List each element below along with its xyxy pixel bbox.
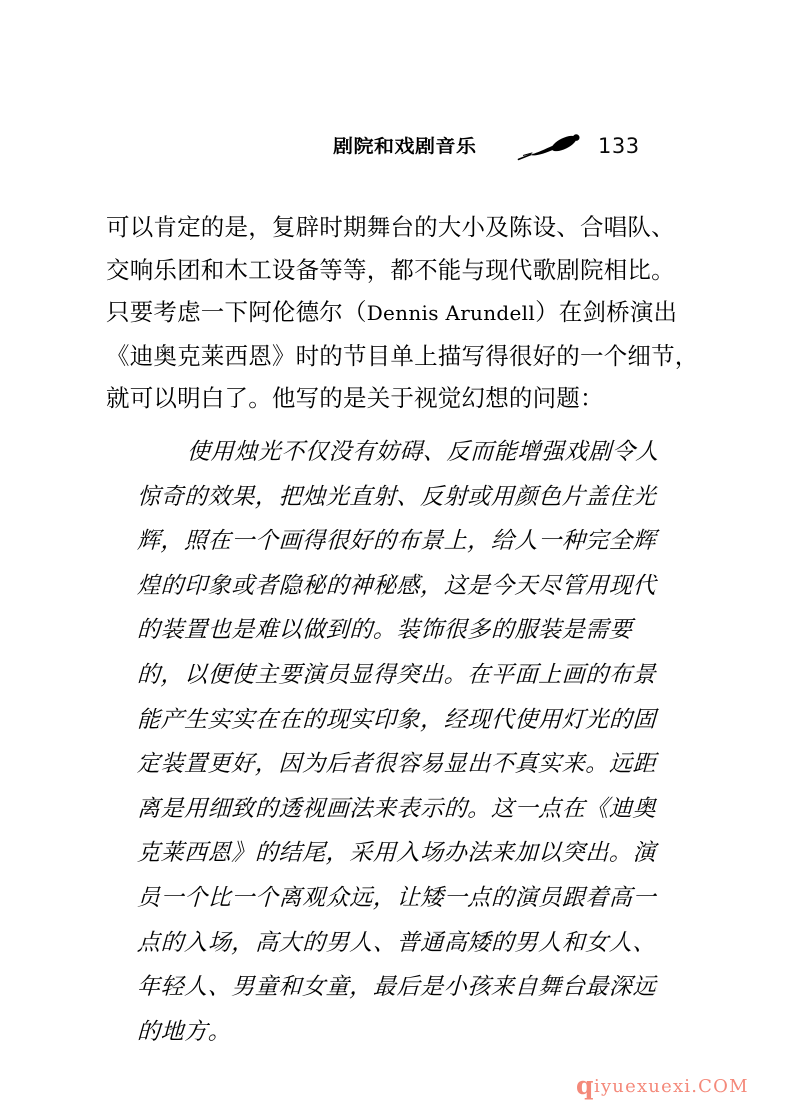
body-text-line xyxy=(106,291,678,335)
running-head-title: 剧院和戏剧音乐 xyxy=(333,134,477,158)
quote-text-line: 使用烛光不仅没有妨碍、反而能增强戏剧令人 xyxy=(186,439,660,465)
quote-text-line: 的地方。 xyxy=(136,1018,232,1045)
quote-text-line: 离是用细致的透视画法来表示的。这一点在《迪奥 xyxy=(136,795,657,822)
body-text-segment: ）在剑桥演出 xyxy=(535,298,678,326)
watermark-lead-letter: q xyxy=(576,1071,594,1100)
quote-text-line: 员一个比一个离观众远，让矮一点的演员跟着高一 xyxy=(136,884,657,911)
quote-text-line: 点的入场，高大的男人、普通高矮的男人和女人、 xyxy=(136,929,657,956)
body-text-segment: 只要考虑一下阿伦德尔（ xyxy=(106,298,367,326)
page-number: 133 xyxy=(598,134,640,158)
quote-text-line: 年轻人、男童和女童，最后是小孩来自舞台最深远 xyxy=(136,974,657,1001)
body-paragraph xyxy=(106,206,699,420)
leaf-flourish-icon xyxy=(508,134,584,162)
quote-text-line: 煌的印象或者隐秘的神秘感，这是今天尽管用现代 xyxy=(136,572,657,599)
running-head xyxy=(0,126,794,166)
quote-text-line: 辉，照在一个画得很好的布景上，给人一种完全辉 xyxy=(136,528,657,555)
watermark-text: iyuexuexi.COM xyxy=(593,1076,749,1097)
quote-text-line: 克莱西恩》的结尾，采用入场办法来加以突出。演 xyxy=(136,840,657,867)
body-text-line: 就可以明白了。他写的是关于视觉幻想的问题： xyxy=(106,384,604,412)
body-text-line: 《迪奥克莱西恩》时的节目单上描写得很好的一个细节， xyxy=(106,341,699,370)
quote-text-line: 惊奇的效果，把烛光直射、反射或用颜色片盖住光 xyxy=(136,483,657,510)
block-quotation xyxy=(137,430,682,1054)
quote-text-line: 定装置更好，因为后者很容易显出不真实来。远距 xyxy=(136,751,657,778)
quote-text-line: 能产生实实在在的现实印象，经现代使用灯光的固 xyxy=(136,706,657,733)
site-watermark xyxy=(576,1071,749,1101)
body-text-line: 可以肯定的是，复辟时期舞台的大小及陈设、合唱队、 xyxy=(106,213,675,241)
latin-name-dennis-arundell: Dennis Arundell xyxy=(366,301,536,325)
body-text-line: 交响乐团和木工设备等等，都不能与现代歌剧院相比。 xyxy=(106,255,675,284)
quote-text-line: 的装置也是难以做到的。装饰很多的服装是需要 xyxy=(136,617,634,644)
quote-text-line: 的，以便使主要演员显得突出。在平面上画的布景 xyxy=(136,661,657,688)
